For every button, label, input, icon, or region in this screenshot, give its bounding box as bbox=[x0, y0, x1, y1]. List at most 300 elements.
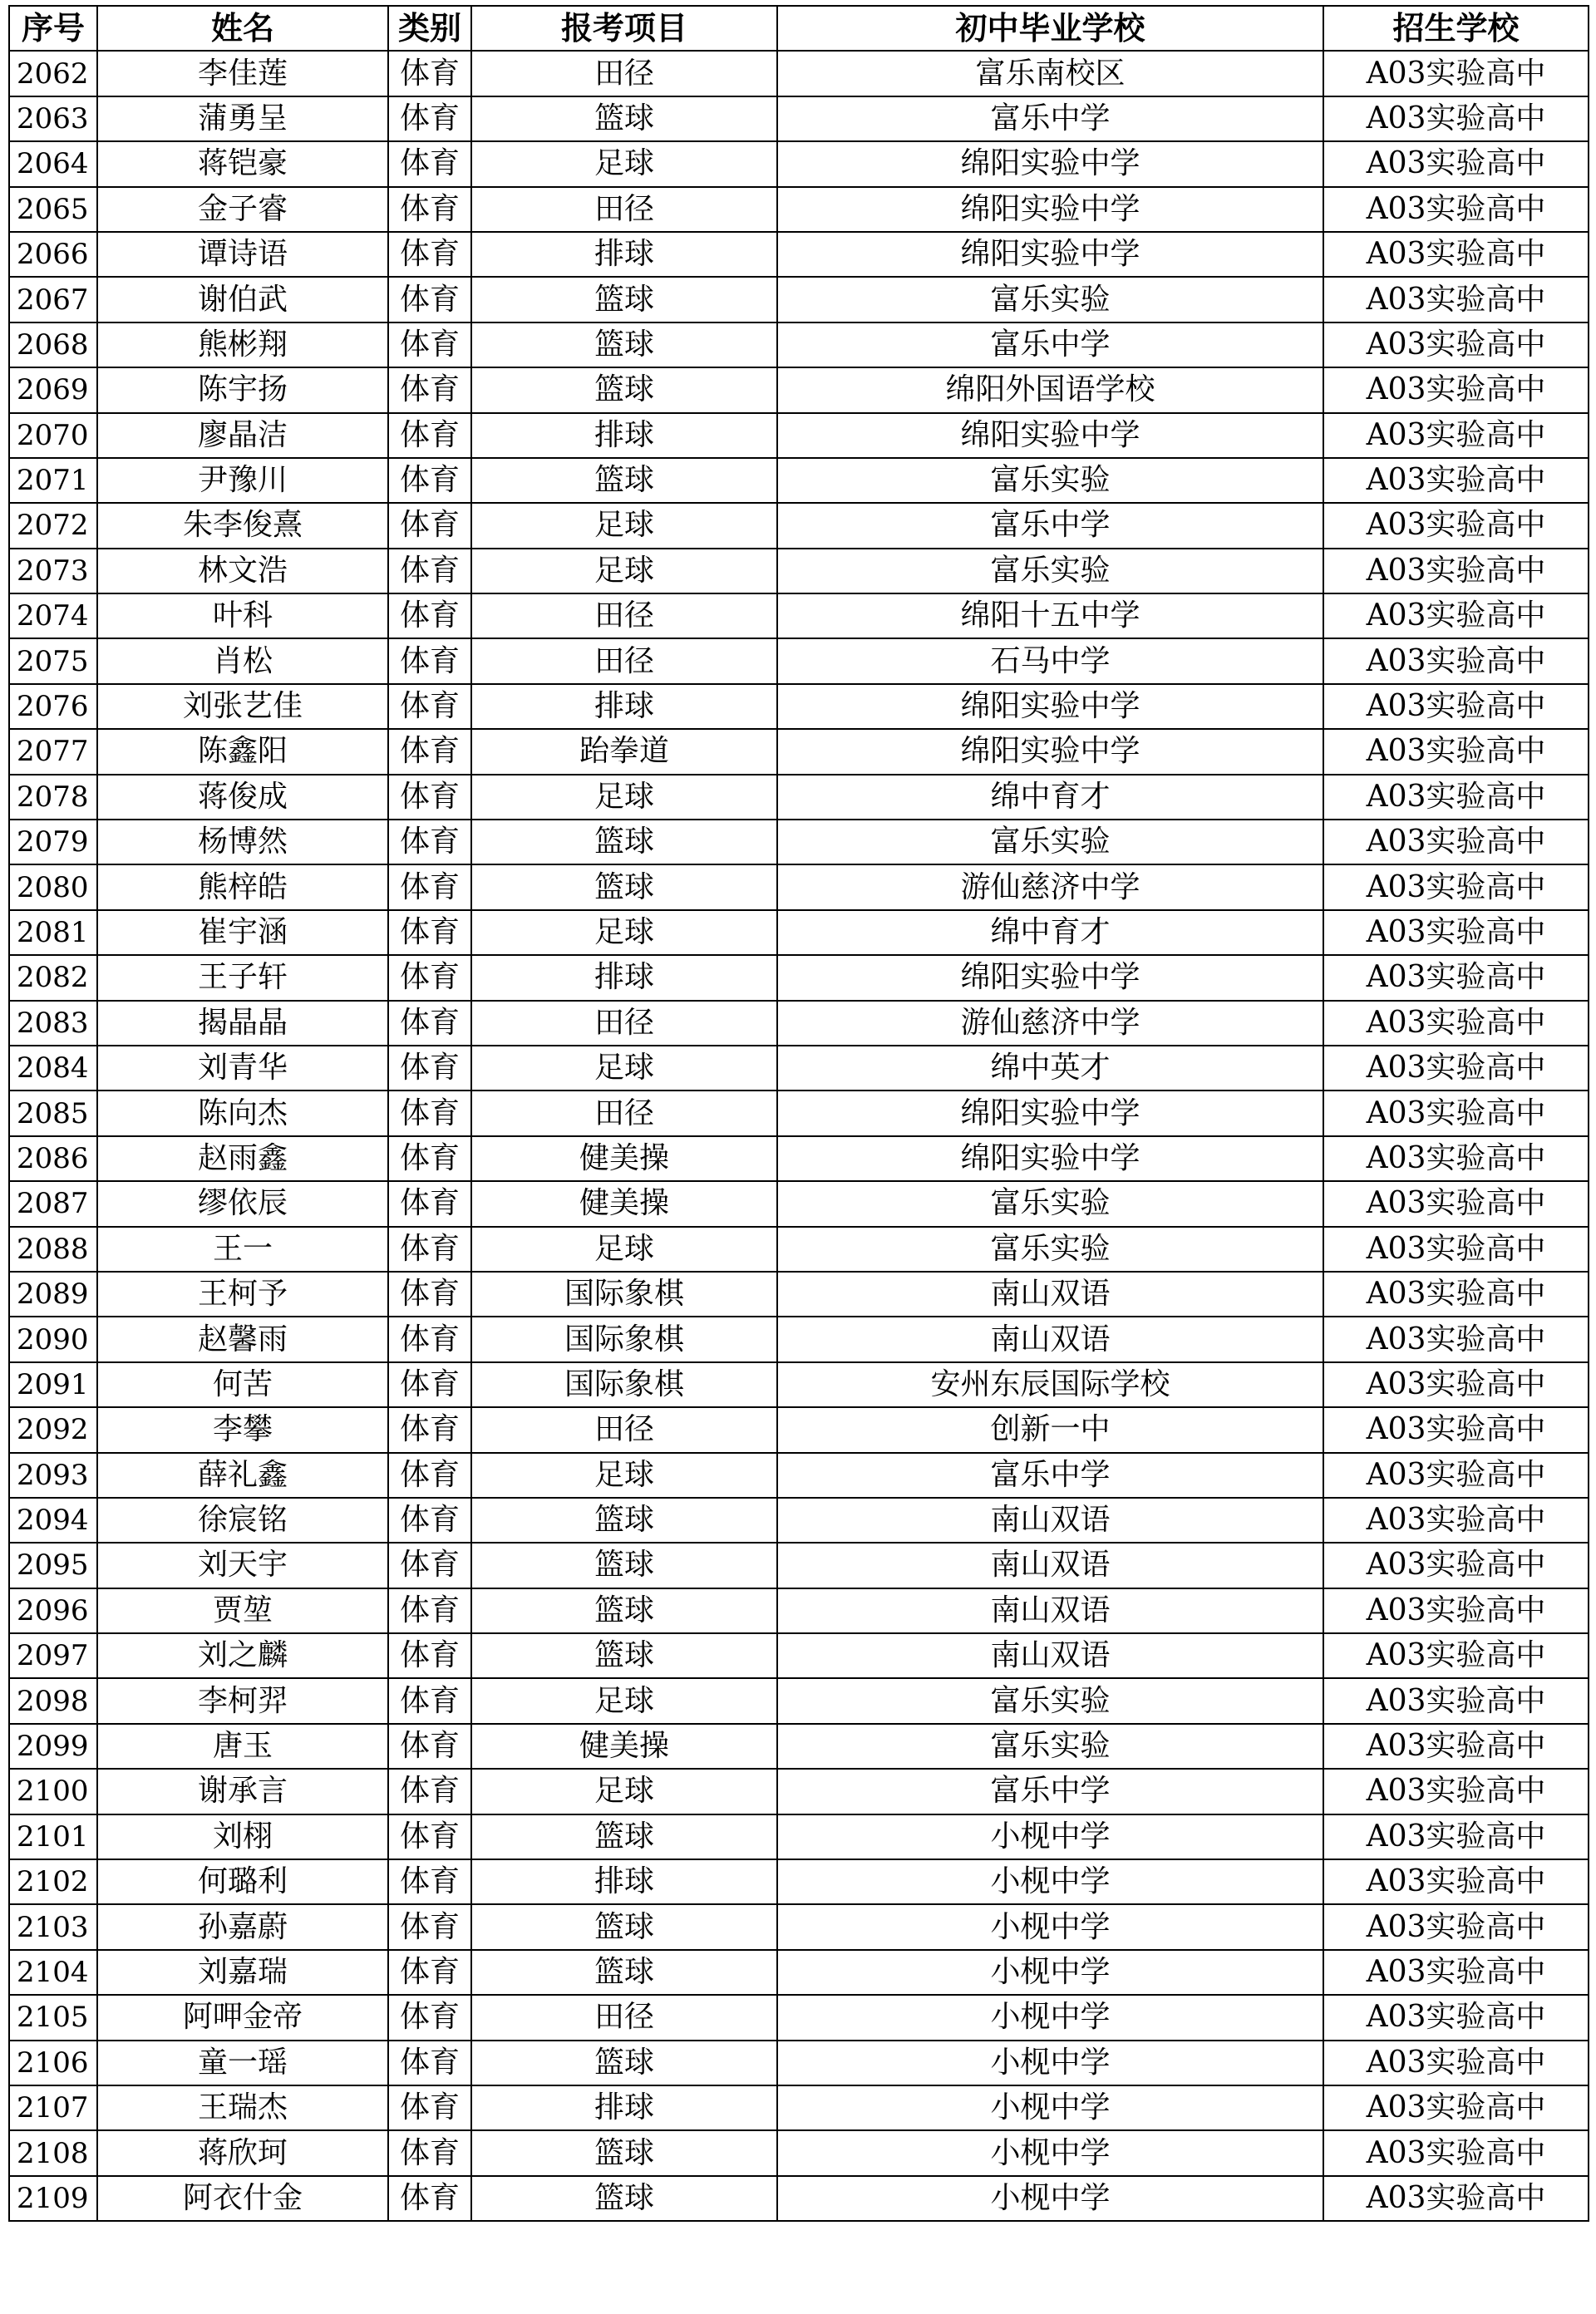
cell-category: 体育 bbox=[388, 1995, 471, 2040]
table-row bbox=[9, 141, 1589, 186]
cell-middle-school: 富乐中学 bbox=[777, 1769, 1323, 1814]
cell-middle-school: 富乐南校区 bbox=[777, 51, 1323, 96]
table-row bbox=[9, 503, 1589, 548]
cell-category: 体育 bbox=[388, 1769, 471, 1814]
table-header-row bbox=[9, 6, 1589, 51]
cell-category: 体育 bbox=[388, 1227, 471, 1272]
cell-category: 体育 bbox=[388, 684, 471, 729]
cell-project: 健美操 bbox=[471, 1181, 777, 1226]
cell-middle-school: 富乐中学 bbox=[777, 322, 1323, 367]
cell-middle-school: 富乐实验 bbox=[777, 820, 1323, 864]
cell-seq: 2078 bbox=[9, 775, 97, 820]
cell-project: 篮球 bbox=[471, 1950, 777, 1995]
cell-name: 肖松 bbox=[97, 638, 388, 683]
cell-middle-school: 绵阳实验中学 bbox=[777, 141, 1323, 186]
cell-admit-school: A03实验高中 bbox=[1323, 1859, 1589, 1904]
cell-name: 刘青华 bbox=[97, 1046, 388, 1091]
cell-name: 王瑞杰 bbox=[97, 2085, 388, 2130]
cell-middle-school: 绵阳实验中学 bbox=[777, 413, 1323, 458]
table-row bbox=[9, 277, 1589, 322]
cell-project: 足球 bbox=[471, 549, 777, 593]
table-row bbox=[9, 1769, 1589, 1814]
cell-project: 健美操 bbox=[471, 1136, 777, 1181]
cell-category: 体育 bbox=[388, 367, 471, 412]
cell-seq: 2090 bbox=[9, 1317, 97, 1361]
table-row bbox=[9, 1995, 1589, 2040]
cell-admit-school: A03实验高中 bbox=[1323, 864, 1589, 909]
cell-seq: 2099 bbox=[9, 1724, 97, 1769]
cell-admit-school: A03实验高中 bbox=[1323, 96, 1589, 141]
cell-middle-school: 绵阳外国语学校 bbox=[777, 367, 1323, 412]
cell-seq: 2072 bbox=[9, 503, 97, 548]
table-row bbox=[9, 1046, 1589, 1091]
cell-name: 赵馨雨 bbox=[97, 1317, 388, 1361]
table-row bbox=[9, 684, 1589, 729]
cell-name: 刘之麟 bbox=[97, 1633, 388, 1678]
table-row bbox=[9, 549, 1589, 593]
cell-seq: 2091 bbox=[9, 1362, 97, 1407]
cell-seq: 2076 bbox=[9, 684, 97, 729]
cell-seq: 2066 bbox=[9, 232, 97, 277]
cell-project: 篮球 bbox=[471, 367, 777, 412]
cell-name: 熊梓皓 bbox=[97, 864, 388, 909]
table-row bbox=[9, 1362, 1589, 1407]
cell-admit-school: A03实验高中 bbox=[1323, 2085, 1589, 2130]
cell-seq: 2096 bbox=[9, 1588, 97, 1633]
cell-category: 体育 bbox=[388, 2041, 471, 2085]
cell-name: 朱李俊熹 bbox=[97, 503, 388, 548]
cell-name: 赵雨鑫 bbox=[97, 1136, 388, 1181]
cell-project: 篮球 bbox=[471, 2041, 777, 2085]
header-admit-school: 招生学校 bbox=[1323, 6, 1589, 51]
cell-seq: 2080 bbox=[9, 864, 97, 909]
cell-project: 田径 bbox=[471, 1995, 777, 2040]
table-row bbox=[9, 638, 1589, 683]
cell-name: 李柯羿 bbox=[97, 1678, 388, 1723]
cell-seq: 2103 bbox=[9, 1904, 97, 1949]
cell-project: 足球 bbox=[471, 775, 777, 820]
cell-middle-school: 绵阳十五中学 bbox=[777, 593, 1323, 638]
cell-name: 熊彬翔 bbox=[97, 322, 388, 367]
cell-middle-school: 绵阳实验中学 bbox=[777, 1136, 1323, 1181]
cell-seq: 2073 bbox=[9, 549, 97, 593]
cell-category: 体育 bbox=[388, 775, 471, 820]
table-body bbox=[9, 51, 1589, 2221]
cell-middle-school: 小枧中学 bbox=[777, 2085, 1323, 2130]
cell-admit-school: A03实验高中 bbox=[1323, 549, 1589, 593]
cell-admit-school: A03实验高中 bbox=[1323, 1227, 1589, 1272]
cell-category: 体育 bbox=[388, 1001, 471, 1046]
cell-middle-school: 富乐实验 bbox=[777, 277, 1323, 322]
cell-project: 篮球 bbox=[471, 2130, 777, 2175]
cell-middle-school: 绵阳实验中学 bbox=[777, 232, 1323, 277]
cell-admit-school: A03实验高中 bbox=[1323, 277, 1589, 322]
cell-seq: 2095 bbox=[9, 1543, 97, 1588]
cell-project: 田径 bbox=[471, 1407, 777, 1452]
table-row bbox=[9, 2041, 1589, 2085]
cell-seq: 2106 bbox=[9, 2041, 97, 2085]
cell-seq: 2105 bbox=[9, 1995, 97, 2040]
table-row bbox=[9, 1633, 1589, 1678]
header-middle-school: 初中毕业学校 bbox=[777, 6, 1323, 51]
cell-category: 体育 bbox=[388, 96, 471, 141]
table-row bbox=[9, 187, 1589, 232]
cell-name: 王柯予 bbox=[97, 1272, 388, 1317]
cell-admit-school: A03实验高中 bbox=[1323, 1362, 1589, 1407]
table-row bbox=[9, 955, 1589, 1000]
table-row bbox=[9, 1859, 1589, 1904]
cell-middle-school: 富乐实验 bbox=[777, 1227, 1323, 1272]
cell-project: 篮球 bbox=[471, 277, 777, 322]
cell-name: 揭晶晶 bbox=[97, 1001, 388, 1046]
cell-name: 刘天宇 bbox=[97, 1543, 388, 1588]
cell-name: 王一 bbox=[97, 1227, 388, 1272]
cell-project: 足球 bbox=[471, 1046, 777, 1091]
cell-category: 体育 bbox=[388, 1317, 471, 1361]
header-name: 姓名 bbox=[97, 6, 388, 51]
cell-project: 篮球 bbox=[471, 96, 777, 141]
cell-middle-school: 绵阳实验中学 bbox=[777, 1091, 1323, 1135]
cell-name: 刘嘉瑞 bbox=[97, 1950, 388, 1995]
table-row bbox=[9, 1814, 1589, 1859]
table-row bbox=[9, 1272, 1589, 1317]
cell-category: 体育 bbox=[388, 593, 471, 638]
cell-middle-school: 石马中学 bbox=[777, 638, 1323, 683]
cell-project: 田径 bbox=[471, 51, 777, 96]
cell-middle-school: 绵中育才 bbox=[777, 910, 1323, 955]
cell-middle-school: 小枧中学 bbox=[777, 2176, 1323, 2221]
cell-name: 陈宇扬 bbox=[97, 367, 388, 412]
cell-admit-school: A03实验高中 bbox=[1323, 2130, 1589, 2175]
cell-category: 体育 bbox=[388, 1362, 471, 1407]
cell-seq: 2084 bbox=[9, 1046, 97, 1091]
cell-project: 篮球 bbox=[471, 1814, 777, 1859]
cell-admit-school: A03实验高中 bbox=[1323, 367, 1589, 412]
cell-name: 廖晶洁 bbox=[97, 413, 388, 458]
cell-seq: 2082 bbox=[9, 955, 97, 1000]
table-row bbox=[9, 1227, 1589, 1272]
cell-project: 篮球 bbox=[471, 1588, 777, 1633]
cell-seq: 2107 bbox=[9, 2085, 97, 2130]
cell-middle-school: 小枧中学 bbox=[777, 1995, 1323, 2040]
cell-middle-school: 绵中英才 bbox=[777, 1046, 1323, 1091]
cell-admit-school: A03实验高中 bbox=[1323, 1407, 1589, 1452]
table-row bbox=[9, 1317, 1589, 1361]
cell-category: 体育 bbox=[388, 1091, 471, 1135]
cell-project: 篮球 bbox=[471, 1904, 777, 1949]
cell-middle-school: 游仙慈济中学 bbox=[777, 1001, 1323, 1046]
cell-seq: 2086 bbox=[9, 1136, 97, 1181]
table-row bbox=[9, 1904, 1589, 1949]
table-row bbox=[9, 729, 1589, 774]
cell-name: 刘张艺佳 bbox=[97, 684, 388, 729]
cell-project: 国际象棋 bbox=[471, 1272, 777, 1317]
table-row bbox=[9, 1950, 1589, 1995]
admission-list-sheet bbox=[8, 5, 1589, 2222]
cell-admit-school: A03实验高中 bbox=[1323, 1136, 1589, 1181]
cell-project: 篮球 bbox=[471, 864, 777, 909]
cell-category: 体育 bbox=[388, 910, 471, 955]
table-row bbox=[9, 2176, 1589, 2221]
cell-seq: 2065 bbox=[9, 187, 97, 232]
cell-category: 体育 bbox=[388, 1136, 471, 1181]
cell-project: 国际象棋 bbox=[471, 1317, 777, 1361]
cell-project: 篮球 bbox=[471, 1633, 777, 1678]
cell-middle-school: 南山双语 bbox=[777, 1317, 1323, 1361]
cell-name: 刘栩 bbox=[97, 1814, 388, 1859]
cell-middle-school: 安州东辰国际学校 bbox=[777, 1362, 1323, 1407]
cell-project: 排球 bbox=[471, 413, 777, 458]
cell-admit-school: A03实验高中 bbox=[1323, 187, 1589, 232]
cell-category: 体育 bbox=[388, 503, 471, 548]
cell-name: 林文浩 bbox=[97, 549, 388, 593]
table-row bbox=[9, 1453, 1589, 1498]
cell-name: 叶科 bbox=[97, 593, 388, 638]
cell-project: 排球 bbox=[471, 232, 777, 277]
cell-admit-school: A03实验高中 bbox=[1323, 413, 1589, 458]
cell-seq: 2104 bbox=[9, 1950, 97, 1995]
cell-middle-school: 富乐实验 bbox=[777, 549, 1323, 593]
cell-middle-school: 创新一中 bbox=[777, 1407, 1323, 1452]
cell-admit-school: A03实验高中 bbox=[1323, 1046, 1589, 1091]
cell-category: 体育 bbox=[388, 1272, 471, 1317]
cell-seq: 2087 bbox=[9, 1181, 97, 1226]
cell-category: 体育 bbox=[388, 729, 471, 774]
cell-admit-school: A03实验高中 bbox=[1323, 1678, 1589, 1723]
admission-table bbox=[8, 5, 1589, 2222]
table-row bbox=[9, 1407, 1589, 1452]
cell-admit-school: A03实验高中 bbox=[1323, 1950, 1589, 1995]
cell-seq: 2069 bbox=[9, 367, 97, 412]
cell-project: 田径 bbox=[471, 187, 777, 232]
cell-seq: 2075 bbox=[9, 638, 97, 683]
cell-name: 李攀 bbox=[97, 1407, 388, 1452]
table-row bbox=[9, 1136, 1589, 1181]
cell-name: 陈向杰 bbox=[97, 1091, 388, 1135]
cell-project: 足球 bbox=[471, 1453, 777, 1498]
cell-admit-school: A03实验高中 bbox=[1323, 684, 1589, 729]
cell-admit-school: A03实验高中 bbox=[1323, 1181, 1589, 1226]
table-row bbox=[9, 1724, 1589, 1769]
cell-project: 篮球 bbox=[471, 1498, 777, 1543]
cell-middle-school: 绵阳实验中学 bbox=[777, 187, 1323, 232]
cell-admit-school: A03实验高中 bbox=[1323, 1588, 1589, 1633]
cell-seq: 2097 bbox=[9, 1633, 97, 1678]
cell-seq: 2094 bbox=[9, 1498, 97, 1543]
cell-category: 体育 bbox=[388, 1633, 471, 1678]
cell-project: 足球 bbox=[471, 910, 777, 955]
cell-name: 谢伯武 bbox=[97, 277, 388, 322]
cell-admit-school: A03实验高中 bbox=[1323, 1272, 1589, 1317]
cell-project: 排球 bbox=[471, 684, 777, 729]
cell-name: 阿呷金帝 bbox=[97, 1995, 388, 2040]
table-row bbox=[9, 2085, 1589, 2130]
cell-seq: 2102 bbox=[9, 1859, 97, 1904]
cell-project: 排球 bbox=[471, 1859, 777, 1904]
cell-name: 徐宸铭 bbox=[97, 1498, 388, 1543]
table-row bbox=[9, 232, 1589, 277]
cell-category: 体育 bbox=[388, 1588, 471, 1633]
cell-admit-school: A03实验高中 bbox=[1323, 1543, 1589, 1588]
cell-category: 体育 bbox=[388, 187, 471, 232]
cell-seq: 2077 bbox=[9, 729, 97, 774]
cell-category: 体育 bbox=[388, 1814, 471, 1859]
cell-category: 体育 bbox=[388, 1543, 471, 1588]
table-row bbox=[9, 2130, 1589, 2175]
cell-admit-school: A03实验高中 bbox=[1323, 638, 1589, 683]
cell-category: 体育 bbox=[388, 1859, 471, 1904]
cell-name: 蒋铠豪 bbox=[97, 141, 388, 186]
cell-seq: 2062 bbox=[9, 51, 97, 96]
cell-admit-school: A03实验高中 bbox=[1323, 2176, 1589, 2221]
cell-middle-school: 绵阳实验中学 bbox=[777, 955, 1323, 1000]
cell-middle-school: 富乐实验 bbox=[777, 1181, 1323, 1226]
cell-middle-school: 小枧中学 bbox=[777, 1904, 1323, 1949]
cell-admit-school: A03实验高中 bbox=[1323, 1317, 1589, 1361]
cell-project: 田径 bbox=[471, 1001, 777, 1046]
cell-seq: 2109 bbox=[9, 2176, 97, 2221]
cell-project: 跆拳道 bbox=[471, 729, 777, 774]
cell-category: 体育 bbox=[388, 2130, 471, 2175]
cell-admit-school: A03实验高中 bbox=[1323, 910, 1589, 955]
cell-admit-school: A03实验高中 bbox=[1323, 1001, 1589, 1046]
cell-name: 谢承言 bbox=[97, 1769, 388, 1814]
cell-seq: 2067 bbox=[9, 277, 97, 322]
cell-middle-school: 富乐实验 bbox=[777, 458, 1323, 503]
cell-category: 体育 bbox=[388, 458, 471, 503]
cell-category: 体育 bbox=[388, 2176, 471, 2221]
cell-name: 尹豫川 bbox=[97, 458, 388, 503]
cell-category: 体育 bbox=[388, 277, 471, 322]
cell-middle-school: 南山双语 bbox=[777, 1633, 1323, 1678]
cell-admit-school: A03实验高中 bbox=[1323, 593, 1589, 638]
cell-admit-school: A03实验高中 bbox=[1323, 775, 1589, 820]
cell-name: 童一瑶 bbox=[97, 2041, 388, 2085]
cell-middle-school: 南山双语 bbox=[777, 1543, 1323, 1588]
cell-category: 体育 bbox=[388, 322, 471, 367]
cell-middle-school: 富乐中学 bbox=[777, 96, 1323, 141]
cell-admit-school: A03实验高中 bbox=[1323, 232, 1589, 277]
cell-category: 体育 bbox=[388, 549, 471, 593]
cell-admit-school: A03实验高中 bbox=[1323, 729, 1589, 774]
table-row bbox=[9, 322, 1589, 367]
cell-project: 足球 bbox=[471, 1769, 777, 1814]
cell-admit-school: A03实验高中 bbox=[1323, 1904, 1589, 1949]
table-row bbox=[9, 775, 1589, 820]
cell-project: 篮球 bbox=[471, 458, 777, 503]
cell-middle-school: 富乐实验 bbox=[777, 1678, 1323, 1723]
table-row bbox=[9, 593, 1589, 638]
cell-name: 金子睿 bbox=[97, 187, 388, 232]
cell-seq: 2074 bbox=[9, 593, 97, 638]
cell-project: 排球 bbox=[471, 2085, 777, 2130]
cell-admit-school: A03实验高中 bbox=[1323, 503, 1589, 548]
cell-category: 体育 bbox=[388, 413, 471, 458]
cell-category: 体育 bbox=[388, 638, 471, 683]
cell-seq: 2063 bbox=[9, 96, 97, 141]
cell-admit-school: A03实验高中 bbox=[1323, 1814, 1589, 1859]
cell-project: 篮球 bbox=[471, 1543, 777, 1588]
cell-seq: 2092 bbox=[9, 1407, 97, 1452]
cell-project: 篮球 bbox=[471, 820, 777, 864]
table-row bbox=[9, 1678, 1589, 1723]
cell-category: 体育 bbox=[388, 1678, 471, 1723]
table-row bbox=[9, 1498, 1589, 1543]
cell-middle-school: 南山双语 bbox=[777, 1498, 1323, 1543]
cell-category: 体育 bbox=[388, 1950, 471, 1995]
cell-category: 体育 bbox=[388, 1046, 471, 1091]
table-row bbox=[9, 413, 1589, 458]
cell-seq: 2071 bbox=[9, 458, 97, 503]
table-row bbox=[9, 864, 1589, 909]
cell-name: 蒋俊成 bbox=[97, 775, 388, 820]
cell-admit-school: A03实验高中 bbox=[1323, 1453, 1589, 1498]
cell-middle-school: 小枧中学 bbox=[777, 1950, 1323, 1995]
cell-admit-school: A03实验高中 bbox=[1323, 1995, 1589, 2040]
cell-project: 足球 bbox=[471, 141, 777, 186]
cell-category: 体育 bbox=[388, 1724, 471, 1769]
cell-name: 阿衣什金 bbox=[97, 2176, 388, 2221]
header-category: 类别 bbox=[388, 6, 471, 51]
cell-seq: 2079 bbox=[9, 820, 97, 864]
header-seq: 序号 bbox=[9, 6, 97, 51]
cell-category: 体育 bbox=[388, 864, 471, 909]
table-row bbox=[9, 458, 1589, 503]
table-row bbox=[9, 1588, 1589, 1633]
cell-project: 田径 bbox=[471, 638, 777, 683]
cell-name: 王子轩 bbox=[97, 955, 388, 1000]
cell-seq: 2085 bbox=[9, 1091, 97, 1135]
cell-name: 缪依辰 bbox=[97, 1181, 388, 1226]
cell-middle-school: 富乐中学 bbox=[777, 503, 1323, 548]
cell-seq: 2081 bbox=[9, 910, 97, 955]
cell-middle-school: 绵阳实验中学 bbox=[777, 729, 1323, 774]
cell-middle-school: 小枧中学 bbox=[777, 2130, 1323, 2175]
table-row bbox=[9, 367, 1589, 412]
cell-middle-school: 小枧中学 bbox=[777, 2041, 1323, 2085]
cell-category: 体育 bbox=[388, 232, 471, 277]
table-row bbox=[9, 96, 1589, 141]
cell-name: 薛礼鑫 bbox=[97, 1453, 388, 1498]
cell-middle-school: 小枧中学 bbox=[777, 1859, 1323, 1904]
cell-middle-school: 游仙慈济中学 bbox=[777, 864, 1323, 909]
cell-name: 蒲勇呈 bbox=[97, 96, 388, 141]
cell-seq: 2083 bbox=[9, 1001, 97, 1046]
cell-middle-school: 富乐实验 bbox=[777, 1724, 1323, 1769]
cell-middle-school: 小枧中学 bbox=[777, 1814, 1323, 1859]
cell-seq: 2068 bbox=[9, 322, 97, 367]
cell-project: 足球 bbox=[471, 1678, 777, 1723]
cell-name: 贾堃 bbox=[97, 1588, 388, 1633]
cell-project: 国际象棋 bbox=[471, 1362, 777, 1407]
cell-category: 体育 bbox=[388, 820, 471, 864]
cell-seq: 2089 bbox=[9, 1272, 97, 1317]
cell-admit-school: A03实验高中 bbox=[1323, 1724, 1589, 1769]
cell-name: 何璐利 bbox=[97, 1859, 388, 1904]
cell-admit-school: A03实验高中 bbox=[1323, 51, 1589, 96]
cell-category: 体育 bbox=[388, 2085, 471, 2130]
cell-seq: 2101 bbox=[9, 1814, 97, 1859]
cell-admit-school: A03实验高中 bbox=[1323, 820, 1589, 864]
cell-project: 健美操 bbox=[471, 1724, 777, 1769]
cell-seq: 2093 bbox=[9, 1453, 97, 1498]
cell-category: 体育 bbox=[388, 1498, 471, 1543]
cell-name: 谭诗语 bbox=[97, 232, 388, 277]
cell-category: 体育 bbox=[388, 1904, 471, 1949]
cell-name: 蒋欣珂 bbox=[97, 2130, 388, 2175]
cell-admit-school: A03实验高中 bbox=[1323, 322, 1589, 367]
cell-admit-school: A03实验高中 bbox=[1323, 1498, 1589, 1543]
